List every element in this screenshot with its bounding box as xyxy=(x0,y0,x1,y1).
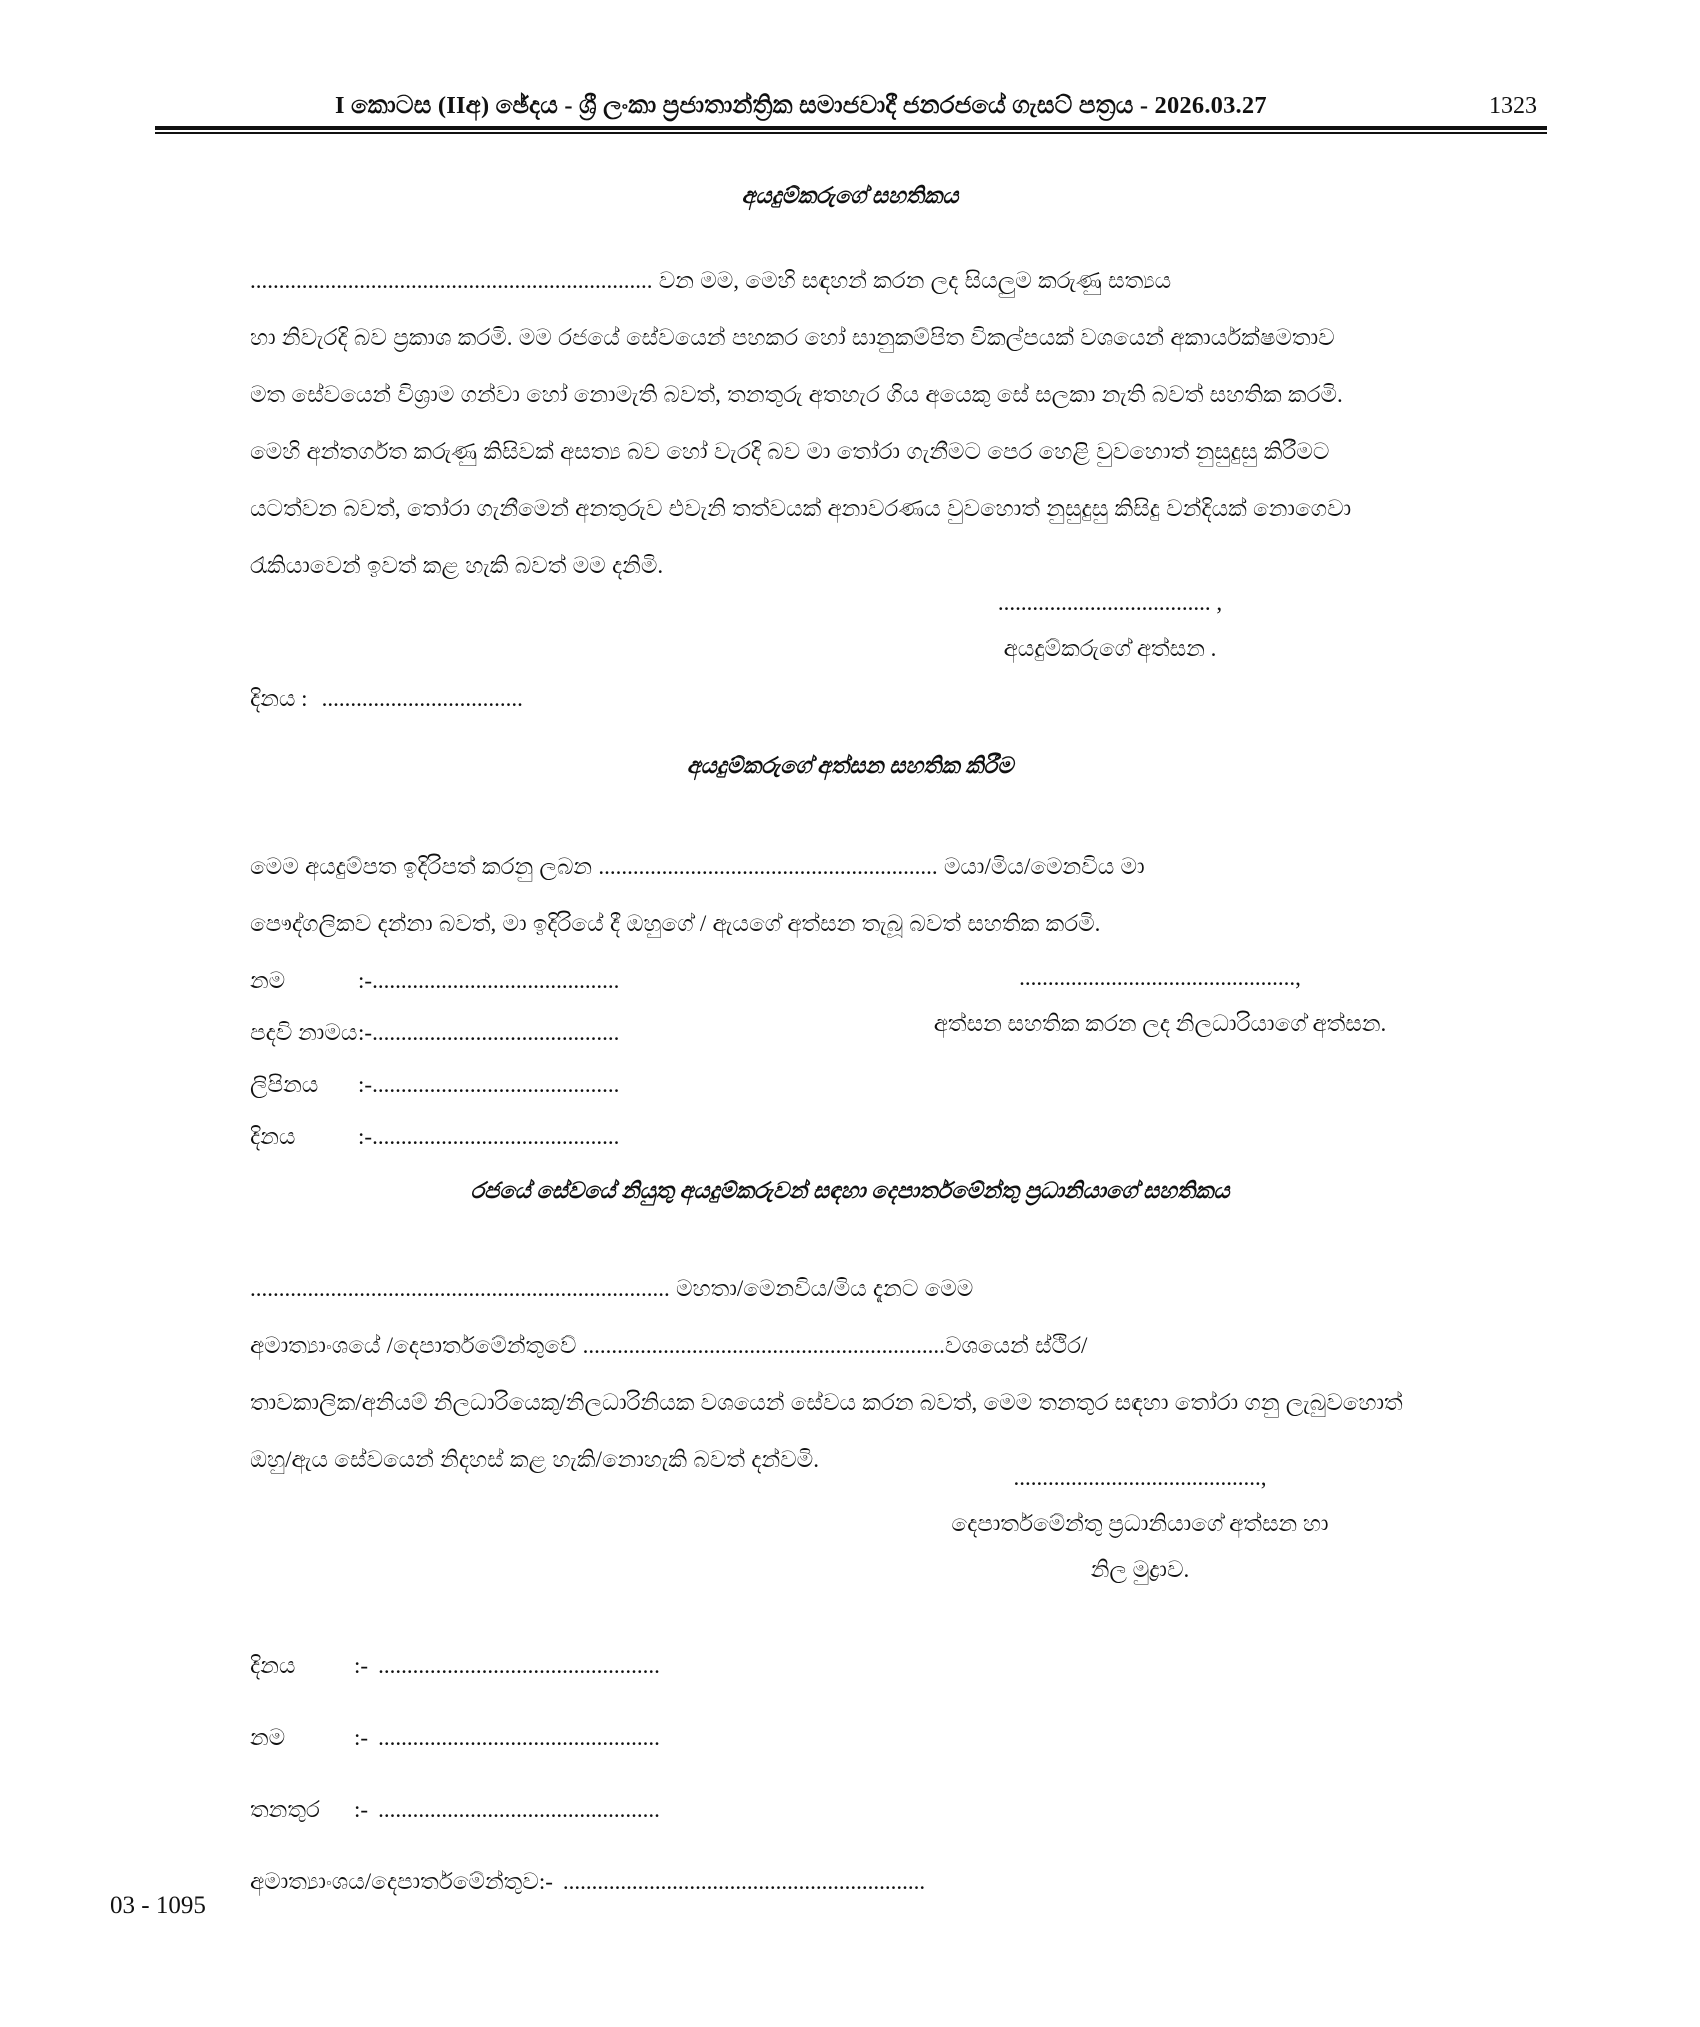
section-1-paragraph-line-6: රැකියාවෙන් ඉවත් කළ හැකි බවත් මම දනිමි. xyxy=(250,553,664,578)
page-number: 1323 xyxy=(1489,93,1537,119)
section-2-fields xyxy=(250,955,810,1163)
section-2-field-input-3[interactable]: ........................................... xyxy=(372,1124,620,1149)
field-row xyxy=(250,1059,810,1111)
section-1-date-row xyxy=(250,673,523,725)
section-3-paragraph-line-2: අමාත්‍යාංශයේ /දෙපාර්තමේන්තුවේ ...............................................................වශයෙන් ස්ථිර/ xyxy=(250,1333,1088,1358)
ministry-field-input[interactable]: ............................................................... xyxy=(562,1869,926,1894)
dept-head-signature-caption-line-1: දෙපාර්තමේන්තු ප්‍රධානියාගේ අත්සන හා xyxy=(951,1511,1329,1536)
section-2-field-input-1[interactable]: ........................................... xyxy=(372,1020,620,1045)
field-row xyxy=(250,1702,1050,1774)
officer-signature-caption: අත්සන සහතික කරන ලද නිලධාරියාගේ අත්සන. xyxy=(933,1011,1387,1036)
section-1-paragraph xyxy=(250,252,1500,594)
section-1-heading: අයදුම්කරුගේ සහතිකය xyxy=(741,183,959,208)
section-3-field-input-1[interactable]: ................................................. xyxy=(378,1725,660,1750)
section-2-officer-signature-block xyxy=(820,955,1500,1047)
applicant-signature-caption: අයදුම්කරුගේ අත්සන . xyxy=(1003,636,1217,661)
section-3-field-sep-2: :- xyxy=(354,1797,369,1822)
section-3-field-label-0: දිනය xyxy=(250,1653,296,1678)
section-2-field-label-3: දිනය xyxy=(250,1124,296,1149)
field-row xyxy=(250,1111,810,1163)
field-row xyxy=(250,1007,810,1059)
section-3-heading: රජයේ සේවයේ නියුතු අයදුම්කරුවන් සඳහා දෙපාර්තමේන්තු ප්‍රධානියාගේ සහතිකය xyxy=(470,1178,1230,1203)
section-1-date-input[interactable]: ................................... xyxy=(321,686,523,711)
ministry-field-row xyxy=(250,1846,1050,1918)
footer-code: 03 - 1095 xyxy=(110,1892,206,1919)
section-1-paragraph-line-4: මෙහි අන්තර්ගත කරුණු කිසිවක් අසත්‍ය බව හෝ වැරදි බව මා තෝරා ගැනීමට පෙර හෙළි වුවහොත් නුසුදුසු කිරීමට xyxy=(250,439,1330,464)
field-row xyxy=(250,1630,1050,1702)
section-2-field-label-0: නම xyxy=(250,968,286,993)
section-3-field-label-2: තනතුර xyxy=(250,1797,320,1822)
section-1-paragraph-line-5: යටත්වන බවත්, තෝරා ගැනීමෙන් අනතුරුව එවැනි තත්වයක් අනාවරණය වුවහොත් නුසුදුසු කිසිදු වන්දියක් නොගෙවා xyxy=(250,496,1352,521)
section-1-paragraph-line-1: ...................................................................... වන මම, මෙහි සඳහන් කරන ලද සියලුම කරුණු සත්‍යය xyxy=(250,268,1172,293)
section-3-paragraph-line-4: ඔහු/ඇය සේවයෙන් නිදහස් කළ හැකි/නොහැකි බවත් දන්වමි. xyxy=(250,1447,819,1472)
section-3-fields xyxy=(250,1630,1050,1918)
section-2-paragraph-line-2: පෞද්ගලිකව දන්නා බවත්, මා ඉදිරියේ දී ඔහුගේ / ඇයගේ අත්සන තැබූ බවත් සහතික කරමි. xyxy=(250,911,1101,936)
section-3-field-input-2[interactable]: ................................................. xyxy=(378,1797,660,1822)
section-2-heading: අයදුම්කරුගේ අත්සන සහතික කිරීම xyxy=(686,753,1014,778)
section-1-paragraph-line-2: හා නිවැරදි බව ප්‍රකාශ කරමි. මම රජයේ සේවයෙන් පහකර හෝ සානුකම්පිත විකල්පයක් වශයෙන් අකාර්යක්ෂමතාව xyxy=(250,325,1335,350)
officer-signature-line[interactable]: ................................................, xyxy=(1019,965,1301,990)
section-2-field-input-2[interactable]: ........................................... xyxy=(372,1072,620,1097)
header-title: I කොටස (IIඅ) ඡේදය - ශ්‍රී ලංකා ප්‍රජාතාන්ත්‍රික සමාජවාදී ජනරජයේ ගැසට් පත්‍රය - 2026.03.27 xyxy=(335,92,1267,119)
ministry-field-label: අමාත්‍යාංශය/දෙපාර්තමේන්තුව xyxy=(250,1869,539,1894)
ministry-field-sep: :- xyxy=(538,1869,553,1894)
section-3-field-sep-1: :- xyxy=(354,1725,369,1750)
section-2-field-sep-2: :- xyxy=(358,1072,373,1097)
section-2-paragraph xyxy=(250,838,1500,952)
section-2-field-sep-1: :- xyxy=(358,1020,373,1045)
section-3-signature-block xyxy=(830,1455,1450,1593)
section-3-paragraph-line-1: ......................................................................... මහතා/මෙනවිය/මිය දැනට මෙම xyxy=(250,1276,974,1301)
section-3-paragraph xyxy=(250,1260,1500,1488)
section-3-field-sep-0: :- xyxy=(354,1653,369,1678)
section-3-field-input-0[interactable]: ................................................. xyxy=(378,1653,660,1678)
field-row xyxy=(250,1774,1050,1846)
dept-head-signature-caption-line-2: නිල මුද්‍රාව. xyxy=(1090,1557,1190,1582)
section-3-paragraph-line-3: තාවකාලික/අනියම් නිලධාරියෙකු/නිලධාරිනියක වශයෙන් සේවය කරන බවත්, මෙම තනතුර සඳහා තෝරා ගනු ලැබුවහොත් xyxy=(250,1390,1403,1415)
dept-head-signature-line[interactable]: ..........................................., xyxy=(1013,1465,1267,1490)
section-2-field-label-1: පදවි නාමය xyxy=(250,1020,358,1045)
section-2-field-sep-0: :- xyxy=(358,968,373,993)
section-2-paragraph-line-1: මෙම අයදුම්පත ඉදිරිපත් කරනු ලබන ........................................................... මයා/මිය/මෙනවිය මා xyxy=(250,854,1145,879)
applicant-signature-line[interactable]: ..................................... , xyxy=(997,590,1223,615)
section-2-field-sep-3: :- xyxy=(358,1124,373,1149)
section-2-field-input-0[interactable]: ........................................... xyxy=(372,968,620,993)
section-1-date-label: දිනය : xyxy=(250,686,308,711)
field-row xyxy=(250,955,810,1007)
section-2-field-label-2: ලිපිනය xyxy=(250,1072,319,1097)
section-1-paragraph-line-3: මත සේවයෙන් විශ්‍රාම ගන්වා හෝ නොමැති බවත්, තනතුරු අතහැර ගිය අයෙකු සේ සලකා නැති බවත් සහතික කරමි. xyxy=(250,382,1343,407)
section-3-field-label-1: නම xyxy=(250,1725,286,1750)
section-1-signature-block xyxy=(830,580,1390,672)
